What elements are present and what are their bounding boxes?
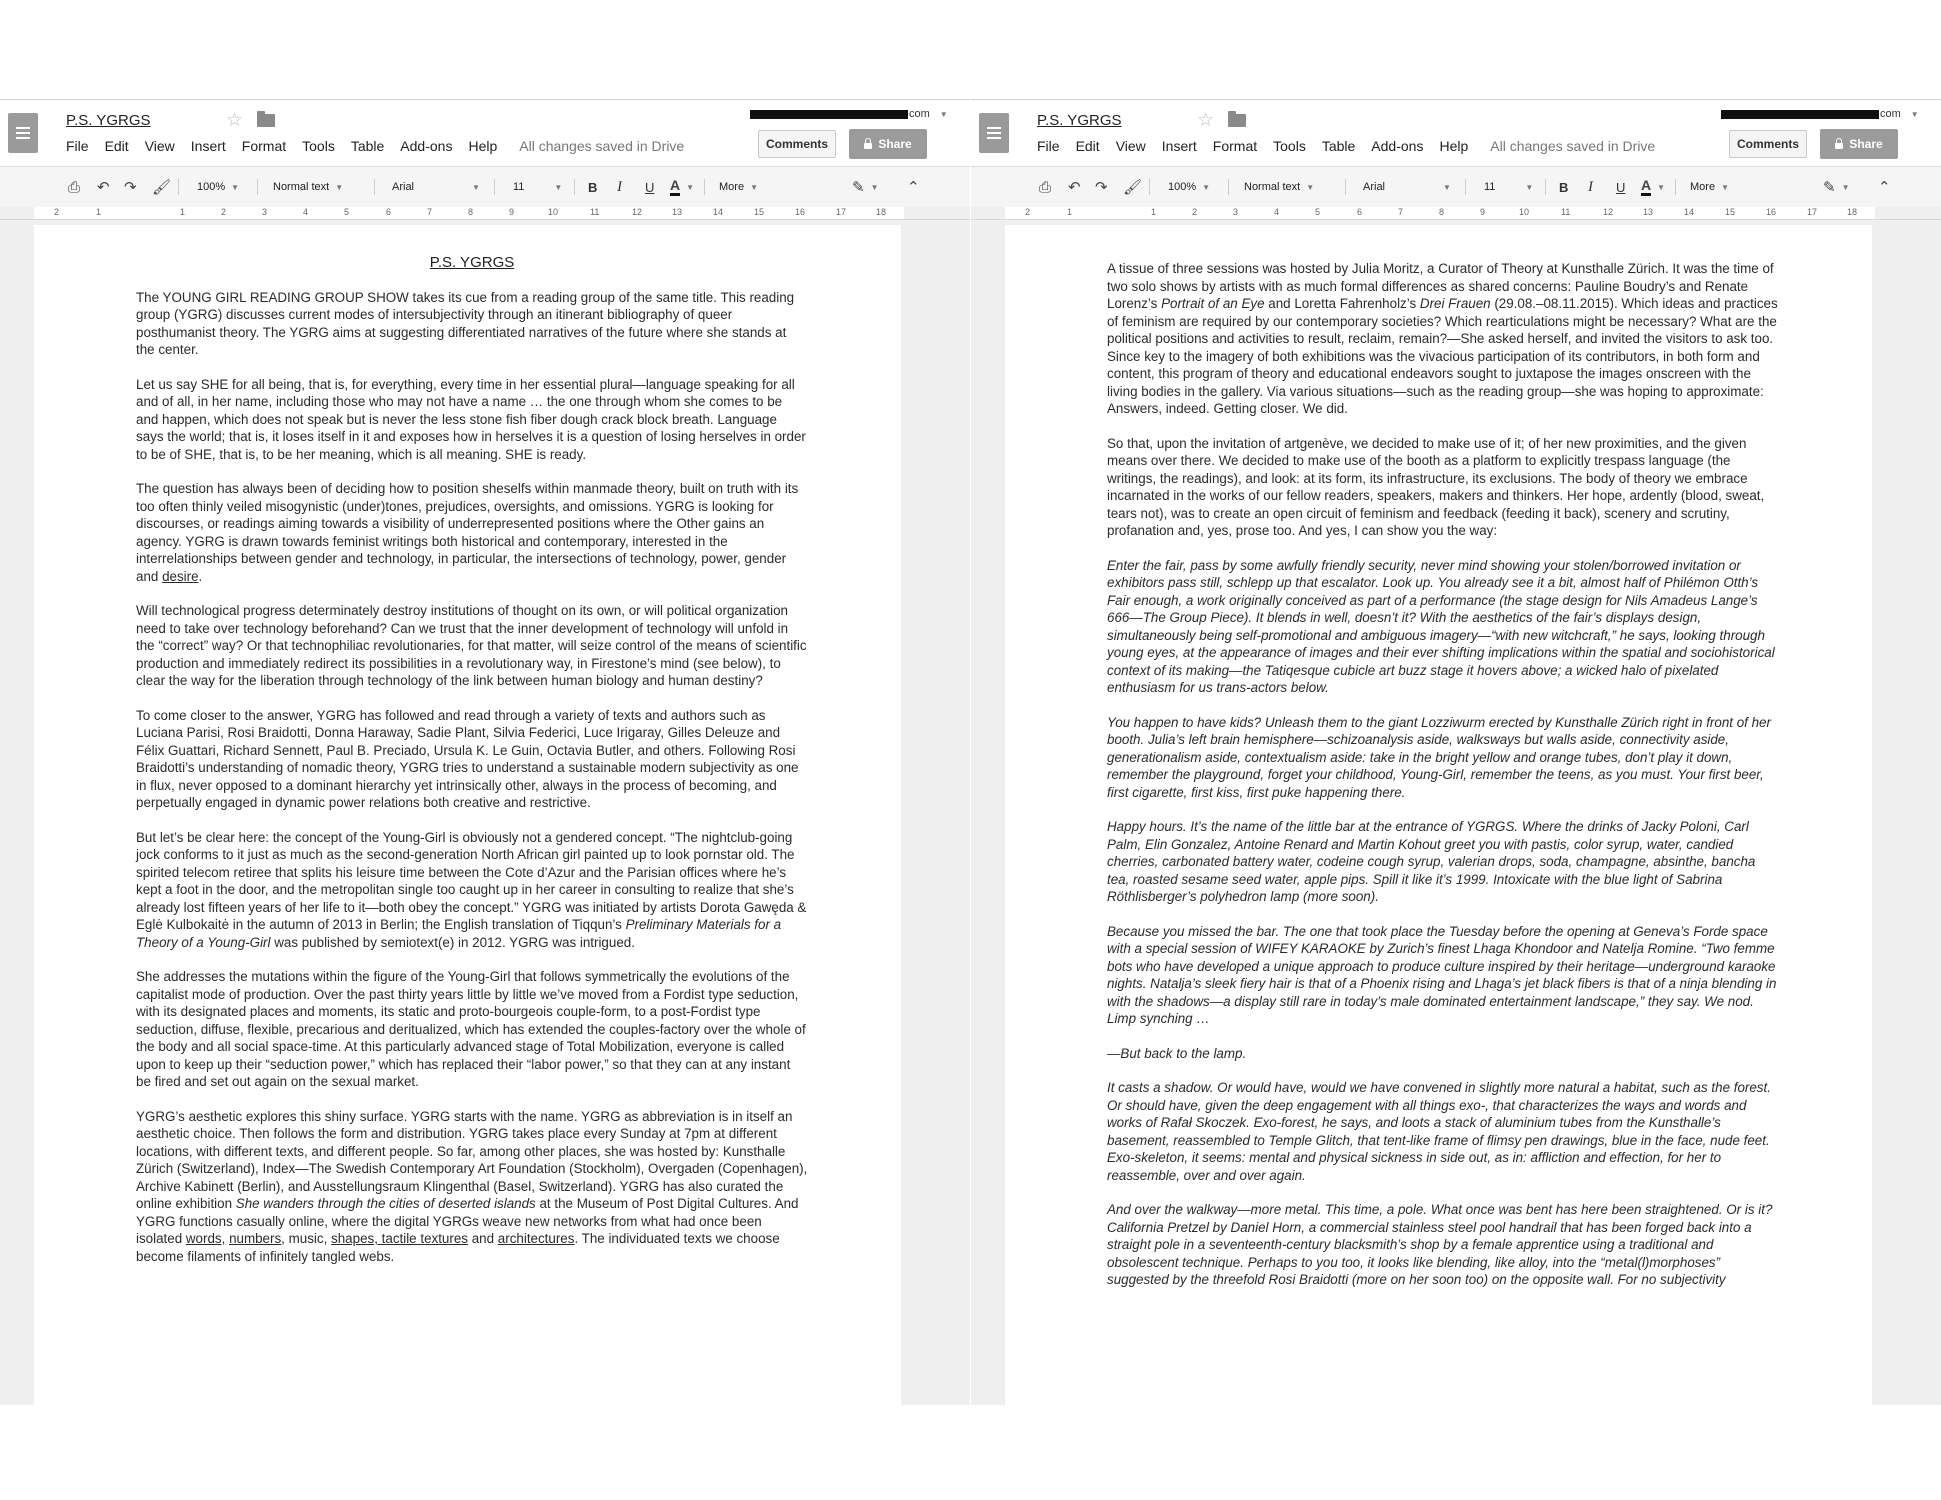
ruler [0,207,970,220]
ruler-label: 16 [795,207,806,217]
underline-button[interactable]: U [1616,179,1626,195]
formatting-toolbar [0,166,970,208]
redacted-email [1721,110,1879,119]
ruler-label: 17 [836,207,847,217]
paragraph: Will technological progress determinately destroy institutions of thought on its own, or will political organization need to take over technology beforehand? Can we trust that the inner development of technology will unfold in the “correct” way? Or that technophiliac revolutionaries, for that matter, will seize control of the means of scientific production and immediately redirect its possibilities in a revolutionary way, in Firestone’s mind (see below), to clear the way for the liberation through technology of the link between human biology and human destiny? [136,603,807,688]
ruler-label: 2 [1025,207,1031,217]
zoom-select[interactable] [197,167,239,207]
ruler-label: 5 [1315,207,1321,217]
docs-header [0,100,970,166]
print-icon[interactable]: ⎙ [68,178,81,196]
style-value: Normal text [273,181,330,193]
chevron-down-icon: ▼ [686,182,695,192]
menu-file[interactable]: File [1037,138,1060,154]
menu-insert[interactable]: Insert [1161,138,1197,154]
ruler-label: 9 [509,207,515,217]
paragraph: So that, upon the invitation of artgenève, we decided to make use of it; of her new proximities, and the given means over there. We decided to make use of the booth as a platform to explicitly trespass language (the writings, the readings), and look: at its form, its infrastructure, its exclusions. The body of theory we embrace incarnated in the works of our fellow readers, speakers, makers and thinkers. Her hope, ardently (blood, sweat, tears not), was to create an open circuit of feminism and feedback (feeding it back), scenery and scrutiny, profanation and, yes, prose too. And yes, I can show you the way: [1107,435,1765,538]
ruler-label: 12 [1603,207,1614,217]
docs-menu-icon[interactable] [8,113,38,153]
link-architectures[interactable]: architectures [497,1231,575,1246]
menu-help[interactable]: Help [468,138,498,154]
paragraph: Let us say SHE for all being, that is, for everything, every time in her essential plural—language speaking for all and of all, in her name, including those who may not have a name … the one through whom she comes to be and happen, which does not speak but is never the less stone fish fiber dough crack block breath. Language says the world; that is, it loses itself in it and exposes how in herselves it is a question of losing herselves in order to be of SHE, that is, to be her meaning, which is all meaning. SHE is ready. [136,376,806,462]
formatting-toolbar [971,166,1941,208]
ruler-label: 1 [96,207,102,217]
link-desire[interactable]: desire [162,568,199,584]
paragraph: Enter the fair, pass by some awfully friendly security, never mind showing your stolen/borrowed invitation or exhibitors pass still, schlepp up that escalator. Look up. You already see it a bit, almost half of Philémon Otth’s Fair enough, a work originally conceived as part of a performance (the stage design for Nils Amadeus Lange’s 666—The Group Piece). It blends in well, doesn’t it? With the aesthetics of the fair’s displays design, simultaneously being self-promotional and ambiguous imagery—“with new witchcraft,” he says, looking through young eyes, at the appearance of images and their ever shifting implications within the spatial and sociohistorical context of its making—the Tatiqesque cubicle art buzz stage it hovers above; a wicked halo of pixelated enthusiasm for us trans-actors below. [1107,557,1775,695]
menu-file[interactable]: File [66,138,89,154]
undo-icon[interactable]: ↶ [1068,179,1081,196]
ruler-label: 8 [1439,207,1445,217]
document-page[interactable] [1005,225,1872,1405]
docs-header [971,100,1941,166]
ruler-label: 4 [1274,207,1280,217]
more-button[interactable] [1690,167,1729,207]
paragraph: Because you missed the bar. The one that took place the Tuesday before the opening at Geneva’s Forde space with a special session of WIFEY KARAOKE by Zurich’s finest Lhaga Khondoor and Natelja Romine. “Two femme bots who have developed a unique approach to produce culture inspired by their heritage—underground karaoke nights. Natalja’s sleek fiery hair is that of a Phoenix rising and Lhaga’s jet black fibers is that of a ninja blending in with the shadows—a display still rare in today’s male dominated entertainment landscape,” they say. We nod. Limp synching … [1107,923,1777,1026]
comments-button[interactable]: Comments [1729,130,1807,158]
paint-format-icon[interactable]: 🖌 [1123,179,1143,196]
ruler-label: 8 [468,207,474,217]
menu-bar [66,138,684,154]
collapse-menu-icon[interactable]: ⌃ [907,179,920,196]
ruler-label: 15 [754,207,765,217]
font-size-value: 11 [1484,181,1496,193]
chevron-down-icon: ▼ [1657,182,1666,192]
menu-tools[interactable]: Tools [302,138,335,154]
share-label: Share [1849,137,1883,151]
menu-bar [1037,138,1655,154]
save-status[interactable]: All changes saved in Drive [519,138,685,154]
ruler-label: 10 [548,207,559,217]
ruler-label: 2 [221,207,227,217]
bold-button[interactable]: B [588,179,598,195]
paragraph: To come closer to the answer, YGRG has followed and read through a variety of texts and authors such as Luciana Parisi, Rosi Braidotti, Donna Haraway, Sadie Plant, Silvia Federici, Luce Irigaray, Gilles Deleuze and Félix Guattari, Richard Sennett, Paul B. Preciado, Ursula K. Le Guin, Octavia Butler, and others. Following Rosi Braidotti’s understanding of nomadic theory, YGRG tries to understand a sustainable modern subjectivity as one in flux, never opposed to a dominant hierarchy yet intrinsically other, always in the process of becoming, and perpetually engaged in dynamic power relations both creative and restrictive. [136,707,799,810]
chevron-down-icon: ▼ [335,182,344,192]
document-body[interactable] [136,225,808,1282]
more-label: More [1690,181,1716,193]
menu-help[interactable]: Help [1439,138,1469,154]
editing-mode-icon[interactable]: ✎ ▼ [1823,179,1850,196]
folder-icon[interactable] [257,114,275,127]
font-value: Arial [392,181,415,193]
text-color-button[interactable] [670,167,694,207]
paragraph: —But back to the lamp. [1107,1045,1247,1061]
italic-button[interactable]: I [617,178,622,195]
zoom-value: 100% [1168,181,1197,193]
chevron-down-icon: ▼ [939,109,948,119]
menu-insert[interactable]: Insert [190,138,226,154]
menu-edit[interactable]: Edit [1075,138,1100,154]
editing-mode-icon[interactable]: ✎ ▼ [852,179,879,196]
zoom-select[interactable] [1168,167,1210,207]
paragraph: It casts a shadow. Or would have, would we have convened in slightly more natural a habitat, such as the forest. Or should have, given the deep engagement with all things exo-, that characterizes the ways and words and works of Rafał Skoczek. Exo-forest, he says, and loots a stack of aluminium tubes from the Kunsthalle’s basement, reassembled to Temple Glitch, that tent-like frame of flimsy pen drawings, blue in the face, nude feet. Exo-skeleton, it seems: mental and physical sickness in side out, as in: affliction and effection, for her to reassemble, over and over again. [1107,1080,1771,1183]
zoom-value: 100% [197,181,226,193]
ruler-label: 13 [1643,207,1654,217]
collapse-menu-icon[interactable]: ⌃ [1878,179,1891,196]
font-value: Arial [1363,181,1386,193]
italic-button[interactable]: I [1588,178,1593,195]
paragraph: You happen to have kids? Unleash them to the giant Lozziwurm erected by Kunsthalle Zürich right in front of her booth. Julia’s left brain hemisphere—schizoanalysis aside, walksways but walls aside, connectivity aside, generationalism aside, contextualism aside: take in the bright yellow and orange tubes, don’t play it down, remember the playground, forget your childhood, Young-Girl, remember the teens, as you must. Your first beer, first cigarette, first kiss, first puke happening there. [1107,714,1771,800]
bold-button[interactable]: B [1559,179,1569,195]
ruler [971,207,1941,220]
chevron-down-icon: ▼ [472,182,480,192]
account-switcher[interactable] [750,108,948,120]
star-icon[interactable]: ☆ [1197,110,1215,131]
paragraph: A tissue of three sessions was hosted by Julia Moritz, a Curator of Theory at Kunsthalle Zürich. It was the time of two solo shows by artists with as much formal differences as shared concerns: Pauline Boudry’s and Renate Lorenz’s Portrait of an Eye and Loretta Fahrenholz’s Drei Frauen (29.08.–08.11.2015). Which ideas and practices of feminism are required by our contemporary societies? Which rearticulations might be necessary? What are the political positions and activities to result, reclaim, remain?—She asked herself, and invited the visitors to ask too. Since key to the imagery of both exhibitions was the vivacious participation of its contributors, in both form and content, this program of theory and educational endeavors sought to juxtapose the images onscreen with the living bodies in the gallery. Via various situations—such as the reading group—she was hoping to approximate: Answers, indeed. Getting closer. We did. [1107,261,1778,416]
ruler-label: 7 [1398,207,1404,217]
ruler-label: 18 [876,207,887,217]
ruler-label: 18 [1847,207,1858,217]
document-page[interactable] [34,225,901,1405]
ruler-label: 12 [632,207,643,217]
ruler-label: 13 [672,207,683,217]
save-status[interactable]: All changes saved in Drive [1490,138,1656,154]
comments-button[interactable]: Comments [758,130,836,158]
lock-icon [1835,143,1843,149]
ruler-label: 10 [1519,207,1530,217]
ruler-label: 1 [180,207,186,217]
page-title: P.S. YGRGS [429,254,515,271]
share-button[interactable] [849,129,927,159]
docs-window-left [0,99,970,1405]
menu-table[interactable]: Table [350,138,385,154]
ruler-label: 6 [1357,207,1363,217]
chevron-down-icon: ▼ [1443,182,1451,192]
folder-icon[interactable] [1228,114,1246,127]
ruler-label: 6 [386,207,392,217]
menu-tools[interactable]: Tools [1273,138,1306,154]
ruler-label: 16 [1766,207,1777,217]
text-color-icon: A [670,178,680,196]
chevron-down-icon: ▼ [750,182,758,192]
redo-icon[interactable]: ↷ [1095,179,1108,196]
paragraph: The YOUNG GIRL READING GROUP SHOW takes its cue from a reading group of the same title. This reading group (YGRG) discusses current modes of intersubjectivity through an itinerant bibliography of queer posthumanist theory. The YGRG aims at suggesting differentiated narratives of the future where she stands at the center. [136,289,795,357]
ruler-label: 4 [303,207,309,217]
link-shapes[interactable]: shapes, tactile textures [331,1231,468,1246]
menu-view[interactable]: View [144,138,175,154]
docs-window-right [971,99,1941,1405]
docs-menu-icon[interactable] [979,113,1009,153]
menu-format[interactable]: Format [241,138,287,154]
redo-icon[interactable]: ↷ [124,179,137,196]
ruler-label: 5 [344,207,350,217]
paragraph: And over the walkway—more metal. This time, a pole. What once was bent has here been straightened. Or is it? California Pretzel by Daniel Horn, a commercial stainless steel pool handrail that has been forged back into a straight pole in a seventeenth-century blacksmith’s shop by a female apprentice using a traditional and obsolescent technique. Perhaps to you too, it looks like blending, like alloy, into the “metal(l)morphoses” suggested by the threefold Rosi Braidotti (more on her soon too) on the opposite wall. For no subjectivity [1107,1202,1773,1287]
share-button[interactable] [1820,129,1898,159]
ruler-label: 9 [1480,207,1486,217]
paragraph: YGRG’s aesthetic explores this shiny surface. YGRG starts with the name. YGRG as abbreviation is in itself an aesthetic choice. Then follows the form and distribution. YGRG takes place every Sunday at 7pm at different locations, with different texts, and different people. So far, among other places, she was hosted by: Kunsthalle Zürich (Switzerland), Index—The Swedish Contemporary Art Foundation (Stockholm), Overgaden (Copenhagen), Archive Kabinett (Berlin), and Ausstellungsraum Klingenthal (Basel, Switzerland). YGRG has also curated the online exhibition She wanders through the cities of deserted islands at the Museum of Post Digital Cultures. And YGRG functions casually online, where the digital YGRGs weave new networks from what had once been isolated words, numbers, music, shapes, tactile textures and architectures. The individuated texts we choose become filaments of infinitely tangled webs. [136,1108,808,1264]
paragraph: She addresses the mutations within the figure of the Young-Girl that follows symmetrically the evolutions of the capitalist mode of production. Over the past thirty years little by little we’ve moved from a Fordist type seduction, with its designated places and moments, its static and proto-bourgeois couple-form, to a post-Fordist type seduction, diffuse, flexible, precarious and deritualized, which has extended the couples-factory over the whole of the body and all social space-time. At this particularly advanced stage of Total Mobilization, everyone is called upon to keep up their “seduction power,” which has replaced their “labor power,” so that they can at any instant be fired and set out again on the sexual market. [136,969,806,1089]
text-color-button[interactable] [1641,167,1665,207]
chevron-down-icon: ▼ [554,182,563,192]
document-body[interactable] [1107,225,1779,1306]
share-label: Share [878,137,912,151]
document-title[interactable]: P.S. YGRGS [1037,112,1122,129]
text-color-icon: A [1641,178,1651,196]
star-icon[interactable]: ☆ [226,110,244,131]
redacted-email [750,110,908,119]
account-switcher[interactable] [1721,108,1919,120]
ruler-label: 11 [1561,207,1571,217]
font-size-value: 11 [513,181,525,193]
menu-add-ons[interactable]: Add-ons [1371,138,1424,154]
style-value: Normal text [1244,181,1301,193]
menu-view[interactable]: View [1115,138,1146,154]
font-size-select[interactable] [1484,167,1533,207]
ruler-label: 15 [1725,207,1736,217]
ruler-label: 2 [1192,207,1198,217]
document-title[interactable]: P.S. YGRGS [66,112,151,129]
chevron-down-icon: ▼ [1910,109,1919,119]
more-button[interactable] [719,167,758,207]
chevron-down-icon: ▼ [231,182,240,192]
underline-button[interactable]: U [645,179,655,195]
menu-edit[interactable]: Edit [104,138,129,154]
ruler-label: 17 [1807,207,1818,217]
undo-icon[interactable]: ↶ [97,179,110,196]
print-icon[interactable]: ⎙ [1039,178,1052,196]
menu-table[interactable]: Table [1321,138,1356,154]
chevron-down-icon: ▼ [1306,182,1315,192]
paint-format-icon[interactable]: 🖌 [152,179,172,196]
link-words[interactable]: words, [185,1231,226,1246]
ruler-label: 7 [427,207,433,217]
ruler-label: 3 [1233,207,1239,217]
chevron-down-icon: ▼ [1721,182,1729,192]
ruler-label: 2 [54,207,60,217]
menu-add-ons[interactable]: Add-ons [400,138,453,154]
chevron-down-icon: ▼ [1525,182,1534,192]
paragraph: But let’s be clear here: the concept of the Young-Girl is obviously not a gendered concept. “The nightclub-going jock conforms to it just as much as the second-generation North African girl painted up to look pornstar old. The spirited telecom retiree that splits his leisure time between the Cote d’Azur and the Parisian offices where he’s kept a foot in the door, and the metropolitan single too caught up in her career in consulting to realize that she’s already lost fifteen years of her life to it—both obey the concept.” YGRG was initiated by artists Dorota Gawęda & Eglė Kulbokaitė in the autumn of 2013 in Berlin; the English translation of Tiqqun’s Preliminary Materials for a Theory of a Young-Girl was published by semiotext(e) in 2012. YGRG was intrigued. [136,829,807,950]
ruler-label: 1 [1151,207,1157,217]
link-numbers[interactable]: numbers [229,1231,282,1246]
ruler-label: 14 [1684,207,1695,217]
style-select[interactable] [273,167,343,207]
account-email-suffix: com [1880,108,1901,120]
lock-icon [864,143,872,149]
ruler-label: 1 [1067,207,1073,217]
more-label: More [719,181,745,193]
ruler-label: 14 [713,207,724,217]
style-select[interactable] [1244,167,1314,207]
font-select[interactable] [1363,167,1451,207]
ruler-label: 3 [262,207,268,217]
chevron-down-icon: ▼ [1202,182,1211,192]
menu-format[interactable]: Format [1212,138,1258,154]
paragraph: Happy hours. It’s the name of the little bar at the entrance of YGRGS. Where the drinks of Jacky Poloni, Carl Palm, Elin Gonzalez, Antoine Renard and Martin Kohout greet you with pastis, color syrup, water, candied cherries, carbonated battery water, codeine cough syrup, valerian drops, soda, champagne, absinthe, bancha tea, roasted sesame seed water, apple pips. Spill it like it’s 1999. Intoxicate with the blue light of Sabrina Röthlisberger’s polyhedron lamp (more soon). [1107,819,1756,904]
paragraph: The question has always been of deciding how to position sheselfs within manmade theory, built on truth with its too often thinly veiled misogynistic (under)tones, prejudices, oversights, and omissions. YGRG is looking for discourses, or readings aiming towards a visibility of underrepresented positions where the Other gains an agency. YGRG is drawn towards feminist writings both historical and contemporary, interested in the interrelationships between gender and technology, in particular, the intersections of technology, power, gender and desire. [136,481,799,584]
font-select[interactable] [392,167,480,207]
ruler-label: 11 [590,207,600,217]
font-size-select[interactable] [513,167,562,207]
account-email-suffix: com [909,108,930,120]
